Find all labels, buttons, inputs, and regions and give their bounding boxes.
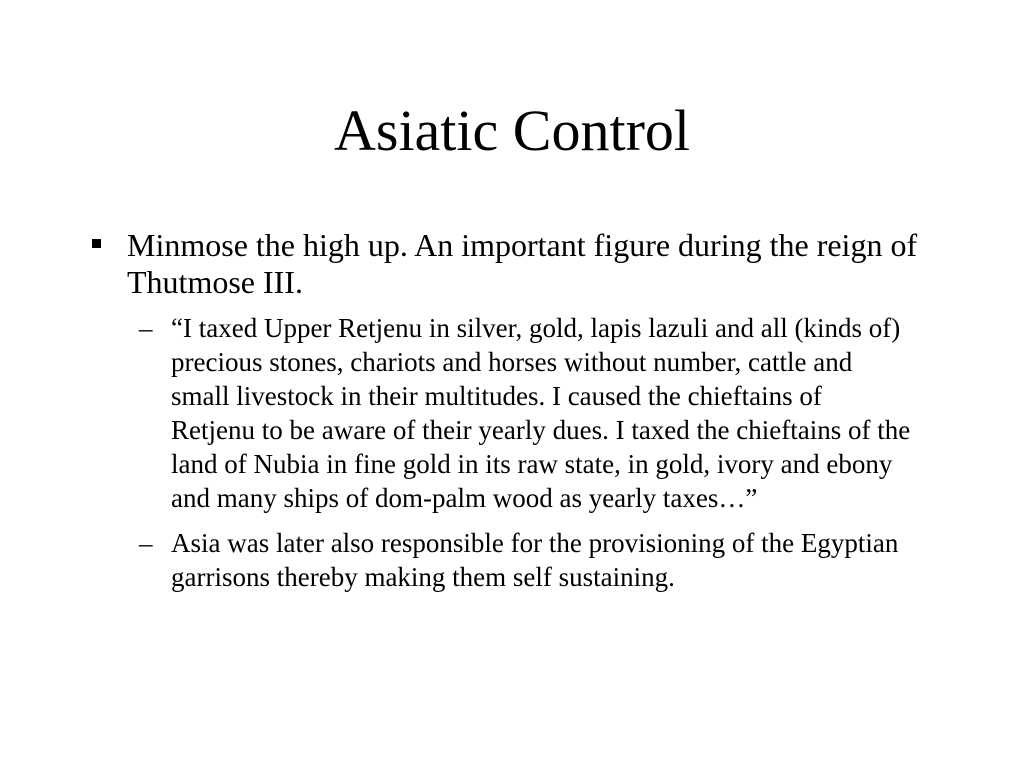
bullet-text: Minmose the high up. An important figure during the reign of Thutmose III. (127, 227, 918, 300)
slide-title: Asiatic Control (333, 98, 690, 163)
sub-bullet-text: “I taxed Upper Retjenu in silver, gold, lapis lazuli and all (kinds of) precious stones, chariots and horses without number, cattle and small livestock in their multitudes. I caused the chieftains of Retjenu to be aware of their yearly dues. I taxed the chieftains of the land of Nubia in fine gold in its raw state, in gold, ivory and ebony and many ships of dom-palm wood as yearly taxes…” (171, 313, 911, 513)
list-item (83, 227, 933, 301)
sub-list-item (131, 311, 911, 515)
sub-bullet-text: Asia was later also responsible for the provisioning of the Egyptian garrisons thereby making them self sustaining. (171, 528, 899, 592)
dash-marker: – (139, 313, 153, 343)
dash-marker: – (139, 528, 153, 558)
sub-list-item (131, 526, 911, 594)
sub-bullet-list (131, 311, 911, 594)
bullet-list (83, 227, 933, 605)
square-bullet-icon (92, 239, 101, 248)
